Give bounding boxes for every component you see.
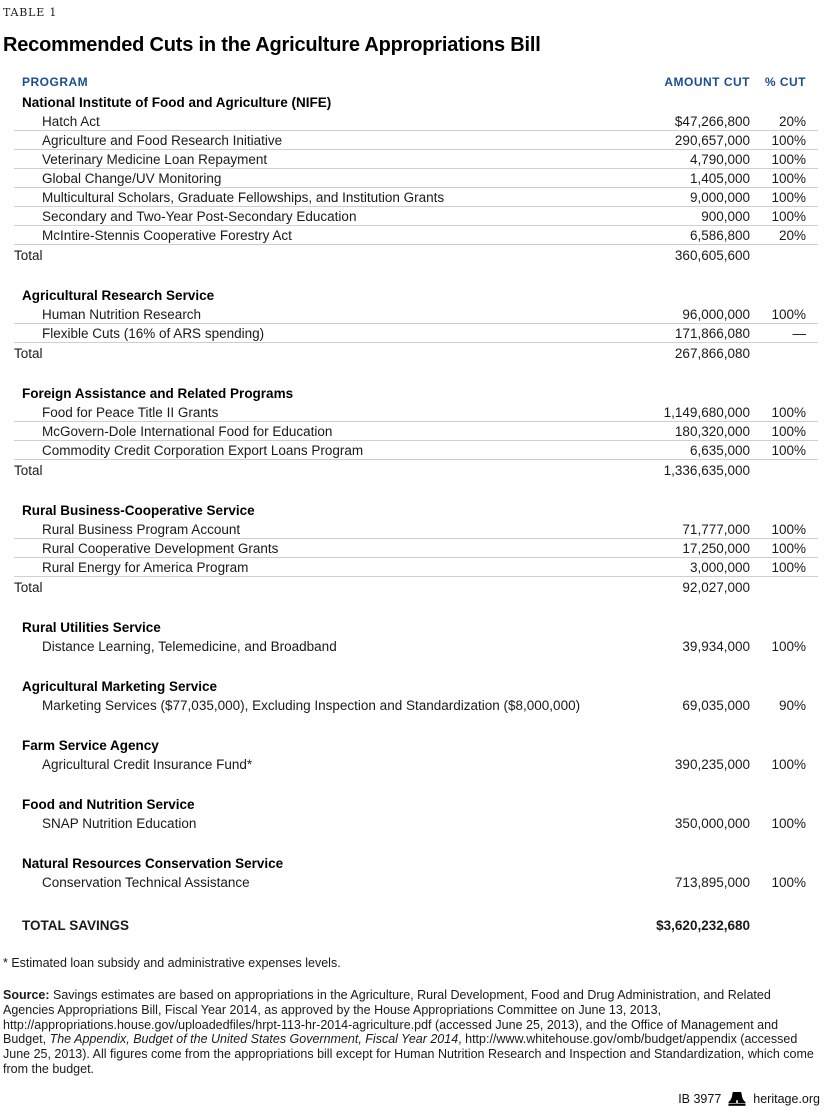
total-amount: 1,336,635,000 bbox=[663, 463, 750, 478]
program-cell: Flexible Cuts (16% of ARS spending) bbox=[42, 326, 265, 341]
table-row bbox=[14, 696, 818, 716]
program-cell: Veterinary Medicine Loan Repayment bbox=[42, 152, 268, 167]
pct-cell: — bbox=[792, 326, 806, 341]
amount-cell: 9,000,000 bbox=[689, 190, 750, 205]
total-amount: 92,027,000 bbox=[682, 580, 750, 595]
section-total-row bbox=[14, 460, 818, 481]
table-row bbox=[14, 150, 818, 169]
program-cell: Human Nutrition Research bbox=[42, 307, 202, 322]
amount-cell: 39,934,000 bbox=[682, 639, 750, 654]
pct-cell: 20% bbox=[778, 114, 806, 129]
table-row bbox=[14, 422, 818, 441]
program-cell: Hatch Act bbox=[42, 114, 100, 129]
agency-section bbox=[14, 94, 818, 266]
amount-cell: 713,895,000 bbox=[674, 875, 750, 890]
pct-cell: 100% bbox=[771, 405, 806, 420]
table-row bbox=[14, 324, 818, 343]
table-row bbox=[14, 539, 818, 558]
pct-cell: 100% bbox=[771, 522, 806, 537]
table-row bbox=[14, 873, 818, 893]
appropriations-table bbox=[14, 75, 818, 936]
pct-cell: 100% bbox=[771, 307, 806, 322]
agency-section bbox=[14, 287, 818, 364]
table-row bbox=[14, 188, 818, 207]
total-label: Total bbox=[14, 463, 43, 478]
section-total-row bbox=[14, 245, 818, 266]
section-header: Agricultural Marketing Service bbox=[22, 679, 218, 694]
program-cell: Rural Energy for America Program bbox=[42, 560, 249, 575]
table-row bbox=[14, 520, 818, 539]
table-footnote: * Estimated loan subsidy and administrative expenses levels. bbox=[3, 956, 341, 970]
amount-cell: 180,320,000 bbox=[674, 424, 750, 439]
program-cell: Food for Peace Title II Grants bbox=[42, 405, 219, 420]
table-row bbox=[14, 112, 818, 131]
table-row bbox=[14, 755, 818, 775]
grand-total-amount: $3,620,232,680 bbox=[656, 918, 750, 933]
table-row bbox=[14, 169, 818, 188]
pct-cell: 100% bbox=[771, 541, 806, 556]
pct-cell: 100% bbox=[771, 152, 806, 167]
pct-cell: 100% bbox=[771, 424, 806, 439]
amount-cell: 96,000,000 bbox=[682, 307, 750, 322]
amount-cell: 6,586,800 bbox=[689, 228, 750, 243]
total-label: Total bbox=[14, 248, 43, 263]
table-column-header bbox=[14, 75, 818, 90]
amount-cell: 171,866,080 bbox=[674, 326, 750, 341]
agency-section bbox=[14, 737, 818, 775]
total-label: Total bbox=[14, 580, 43, 595]
program-cell: McGovern-Dole International Food for Education bbox=[42, 424, 333, 439]
pct-cell: 100% bbox=[771, 639, 806, 654]
pct-cell: 100% bbox=[771, 190, 806, 205]
table-row bbox=[14, 305, 818, 324]
page-title: Recommended Cuts in the Agriculture Appropriations Bill bbox=[3, 34, 541, 56]
total-amount: 360,605,600 bbox=[674, 248, 750, 263]
pct-cell: 100% bbox=[771, 875, 806, 890]
program-cell: Agriculture and Food Research Initiative bbox=[42, 133, 283, 148]
table-row bbox=[14, 226, 818, 245]
program-cell: Marketing Services ($77,035,000), Excluding Inspection and Standardization ($8,000,000) bbox=[42, 698, 581, 713]
table-row bbox=[14, 637, 818, 657]
pct-cell: 90% bbox=[778, 698, 806, 713]
section-header: Rural Utilities Service bbox=[22, 620, 161, 635]
program-cell: Conservation Technical Assistance bbox=[42, 875, 250, 890]
program-cell: McIntire-Stennis Cooperative Forestry Act bbox=[42, 228, 292, 243]
site-name: heritage.org bbox=[753, 1092, 820, 1106]
table-kicker: TABLE 1 bbox=[3, 6, 58, 19]
table-row bbox=[14, 131, 818, 150]
program-cell: SNAP Nutrition Education bbox=[42, 816, 197, 831]
section-header: Rural Business-Cooperative Service bbox=[22, 503, 255, 518]
program-cell: Secondary and Two-Year Post-Secondary Education bbox=[42, 209, 357, 224]
doc-id: IB 3977 bbox=[678, 1092, 722, 1106]
agency-section bbox=[14, 796, 818, 834]
amount-cell: 71,777,000 bbox=[682, 522, 750, 537]
column-header-amount-cut: AMOUNT CUT bbox=[664, 75, 750, 89]
section-total-row bbox=[14, 577, 818, 598]
source-text-segment: Source: bbox=[3, 988, 54, 1002]
program-cell: Commodity Credit Corporation Export Loans Program bbox=[42, 443, 364, 458]
column-header-pct-cut: % CUT bbox=[764, 75, 806, 89]
agency-section bbox=[14, 502, 818, 598]
column-header-program: PROGRAM bbox=[22, 75, 89, 89]
amount-cell: 1,405,000 bbox=[689, 171, 750, 186]
grand-total-row bbox=[14, 915, 818, 936]
amount-cell: 390,235,000 bbox=[674, 757, 750, 772]
page-footer bbox=[678, 1092, 820, 1106]
agency-section bbox=[14, 678, 818, 716]
table-row bbox=[14, 207, 818, 226]
amount-cell: 900,000 bbox=[701, 209, 750, 224]
pct-cell: 100% bbox=[771, 816, 806, 831]
amount-cell: 350,000,000 bbox=[674, 816, 750, 831]
program-cell: Rural Cooperative Development Grants bbox=[42, 541, 279, 556]
table-row bbox=[14, 558, 818, 577]
pct-cell: 100% bbox=[771, 209, 806, 224]
grand-total-label: TOTAL SAVINGS bbox=[22, 918, 130, 933]
amount-cell: 4,790,000 bbox=[689, 152, 750, 167]
table-row bbox=[14, 814, 818, 834]
section-header: Foreign Assistance and Related Programs bbox=[22, 386, 294, 401]
source-text-segment: The Appendix, Budget of the United States Government, Fiscal Year 2014 bbox=[49, 1032, 459, 1047]
section-header: Farm Service Agency bbox=[22, 738, 159, 753]
amount-cell: 6,635,000 bbox=[689, 443, 750, 458]
program-cell: Global Change/UV Monitoring bbox=[42, 171, 222, 186]
total-label: Total bbox=[14, 346, 43, 361]
section-header: National Institute of Food and Agriculture (NIFE) bbox=[22, 95, 332, 110]
table-row bbox=[14, 403, 818, 422]
section-header: Natural Resources Conservation Service bbox=[22, 856, 284, 871]
agency-section bbox=[14, 385, 818, 481]
pct-cell: 100% bbox=[771, 757, 806, 772]
agency-section bbox=[14, 619, 818, 657]
program-cell: Rural Business Program Account bbox=[42, 522, 241, 537]
pct-cell: 100% bbox=[771, 171, 806, 186]
agency-section bbox=[14, 855, 818, 893]
section-total-row bbox=[14, 343, 818, 364]
source-note bbox=[3, 988, 821, 1077]
total-amount: 267,866,080 bbox=[674, 346, 750, 361]
program-cell: Multicultural Scholars, Graduate Fellowships, and Institution Grants bbox=[42, 190, 445, 205]
pct-cell: 100% bbox=[771, 443, 806, 458]
program-cell: Agricultural Credit Insurance Fund* bbox=[42, 757, 253, 772]
program-cell: Distance Learning, Telemedicine, and Broadband bbox=[42, 639, 337, 654]
source-text-segment: , http://www.whitehouse.gov/omb/budget/appendix (accessed June 25, 2013). All figures come from the appropriations bill except for Human Nutrition Research and Inspection and Standardization, which come from the budget. bbox=[3, 1032, 814, 1076]
table-row bbox=[14, 441, 818, 460]
pct-cell: 100% bbox=[771, 560, 806, 575]
section-header: Agricultural Research Service bbox=[22, 288, 215, 303]
pct-cell: 100% bbox=[771, 133, 806, 148]
amount-cell: 290,657,000 bbox=[674, 133, 750, 148]
liberty-bell-icon bbox=[728, 1092, 746, 1106]
amount-cell: 3,000,000 bbox=[689, 560, 750, 575]
table-sections bbox=[14, 94, 818, 893]
amount-cell: 1,149,680,000 bbox=[663, 405, 750, 420]
source-text-segment: Savings estimates are based on appropriations in the Agriculture, Rural Development, Food and Drug Administration, and Related Agencies Appropriations Bill, Fiscal Year 2014, as approved by the House Appropriations Committee on June 13, 2013, http://appropriations.house.gov/uploadedfiles/hrpt-113-hr-2014-agriculture.pdf (accessed June 25, 2013), and the Office of Management and Budget, bbox=[3, 988, 779, 1047]
amount-cell: 69,035,000 bbox=[682, 698, 750, 713]
amount-cell: $47,266,800 bbox=[674, 114, 750, 129]
section-header: Food and Nutrition Service bbox=[22, 797, 195, 812]
amount-cell: 17,250,000 bbox=[682, 541, 750, 556]
pct-cell: 20% bbox=[778, 228, 806, 243]
